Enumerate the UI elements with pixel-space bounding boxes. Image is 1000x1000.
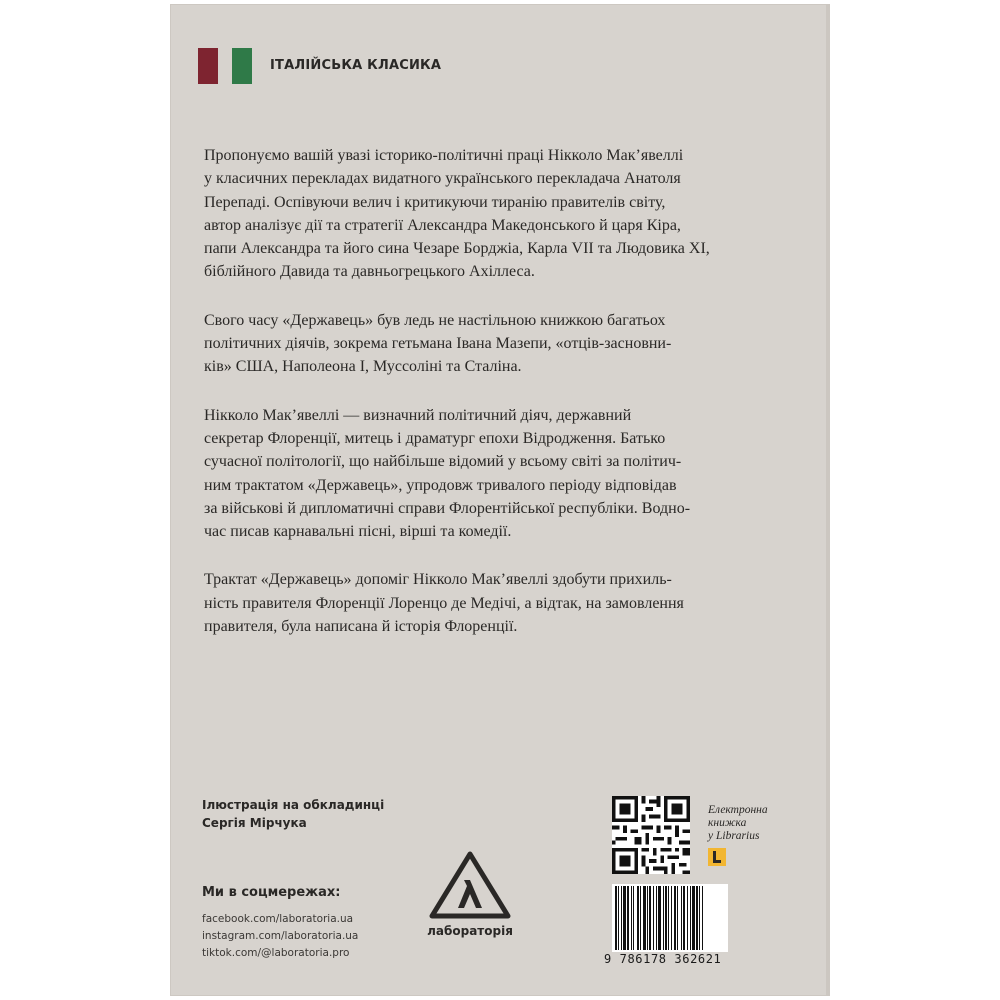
paragraph-4: [204, 568, 804, 638]
barcode-bar: [649, 886, 651, 950]
librarius-icon: [708, 848, 726, 866]
text-line: політичних діячів, зокрема гетьмана Івана Мазепи, «отців-засновни-: [204, 335, 672, 353]
barcode-bar: [671, 886, 672, 950]
ebook-note-line: Електронна: [708, 804, 768, 816]
barcode-bar: [665, 886, 667, 950]
paragraph-1: [204, 144, 804, 284]
flag-red-stripe: [198, 48, 218, 84]
barcode-bar: [687, 886, 688, 950]
barcode-bar: [615, 886, 617, 950]
barcode-bar: [681, 886, 682, 950]
description: [204, 144, 804, 663]
barcode-bar: [621, 886, 622, 950]
barcode-bar: [627, 886, 629, 950]
barcode-bar: [683, 886, 685, 950]
social-link-tiktok: tiktok.com/@laboratoria.pro: [202, 947, 350, 959]
text-line: Свого часу «Державець» був ледь не настільною книжкою багатьох: [204, 311, 666, 329]
text-line: Перепаді. Оспівуючи велич і критикуючи тиранію правителів світу,: [204, 193, 666, 211]
barcode-bar: [653, 886, 654, 950]
barcode-bar: [658, 886, 661, 950]
barcode-bar: [668, 886, 669, 950]
barcode-bar: [656, 886, 657, 950]
text-line: ність правителя Флоренції Лоренцо де Медічі, а відтак, на замовлення: [204, 594, 684, 612]
barcode-bar: [618, 886, 619, 950]
barcode-bar: [623, 886, 626, 950]
text-line: Пропонуємо вашій увазі історико-політичні праці Нікколо Мак’явеллі: [204, 147, 684, 164]
social-title: Ми в соцмережах:: [202, 885, 341, 900]
ebook-note: [708, 804, 768, 843]
social-link-facebook: facebook.com/laboratoria.ua: [202, 913, 354, 925]
illustration-credit-line: Ілюстрація на обкладинці: [202, 798, 385, 812]
text-line: правителя, була написана й історія Флоренції.: [204, 618, 518, 636]
paragraph-2: [204, 309, 804, 379]
barcode-icon: [612, 884, 728, 952]
flag-green-stripe: [232, 48, 252, 84]
text-line: папи Александра та його сина Чезаре Борджіа, Карла VII та Людовика XI,: [204, 240, 710, 258]
social-link-instagram: instagram.com/laboratoria.ua: [202, 930, 359, 942]
barcode-bar: [631, 886, 632, 950]
text-line: автор аналізує дії та стратегії Александра Македонського й царя Кіра,: [204, 216, 681, 234]
barcode-bar: [699, 886, 700, 950]
series-title: ІТАЛІЙСЬКА КЛАСИКА: [270, 58, 442, 73]
barcode-bar: [663, 886, 664, 950]
text-line: Трактат «Державець» допоміг Нікколо Мак’явеллі здобути прихиль-: [204, 571, 672, 589]
barcode-bar: [677, 886, 678, 950]
text-line: ків» США, Наполеона І, Муссоліні та Сталіна.: [204, 358, 522, 376]
text-line: секретар Флоренції, митець і драматург епохи Відродження. Батько: [204, 429, 666, 447]
text-line: за військові й дипломатичні справи Флорентійської республіки. Водно-: [204, 499, 691, 517]
barcode-bar: [696, 886, 698, 950]
cover-edge: [826, 4, 830, 996]
isbn-number: 9 786178 362621: [604, 952, 722, 966]
ebook-note-line: книжка: [708, 817, 747, 829]
text-line: Нікколо Мак’явеллі — визначний політичний діяч, державний: [204, 406, 632, 424]
barcode-bar: [647, 886, 648, 950]
barcode-bar: [674, 886, 676, 950]
barcode-bar: [702, 886, 703, 950]
text-line: ним трактатом «Державець», упродовж тривалого періоду відповідав: [204, 476, 677, 494]
book-back-cover: [170, 4, 830, 996]
publisher-name: лабораторія: [427, 924, 513, 938]
qr-code-icon: [612, 796, 690, 874]
text-line: у класичних перекладах видатного українського перекладача Анатоля: [204, 170, 681, 188]
barcode-bar: [633, 886, 634, 950]
barcode-bar: [643, 886, 646, 950]
text-line: біблійного Давида та давньогрецького Ахіллеса.: [204, 263, 535, 281]
social-links: [202, 911, 358, 962]
text-line: сучасної політології, що найбільше відомий у всьому світі за політич-: [204, 453, 682, 471]
text-line: час писав карнавальні пісні, вірші та комедії.: [204, 523, 512, 541]
ebook-note-line: у Librarius: [708, 830, 760, 842]
barcode-bar: [690, 886, 691, 950]
illustration-credit-line: Сергія Мірчука: [202, 816, 307, 830]
paragraph-3: [204, 404, 804, 544]
barcode-bar: [640, 886, 641, 950]
barcode-bar: [637, 886, 639, 950]
illustration-credit: [202, 796, 384, 832]
barcode-bar: [692, 886, 695, 950]
